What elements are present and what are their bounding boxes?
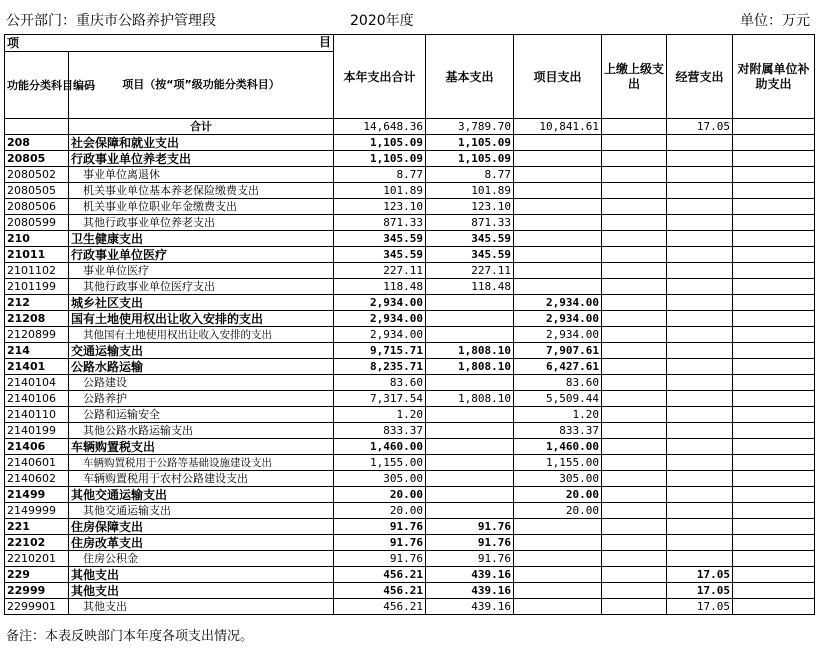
row-basic: 1,808.10 [426,343,514,359]
row-subsidy [733,167,815,183]
row-code: 2120899 [5,327,69,343]
row-business [667,551,733,567]
row-code: 22102 [5,535,69,551]
row-total: 20.00 [334,503,426,519]
table-row [5,519,815,535]
col-project-header: 项目支出 [514,35,602,119]
row-basic [426,455,514,471]
row-project [514,583,602,599]
table-row [5,567,815,583]
row-subsidy [733,199,815,215]
row-basic [426,487,514,503]
row-basic: 439.16 [426,567,514,583]
row-project: 305.00 [514,471,602,487]
table-row [5,535,815,551]
row-code: 2140104 [5,375,69,391]
row-total: 2,934.00 [334,327,426,343]
row-basic: 91.76 [426,535,514,551]
row-subsidy [733,327,815,343]
row-upper [602,231,667,247]
row-upper [602,583,667,599]
total-basic: 3,789.70 [426,119,514,135]
row-subsidy [733,263,815,279]
row-code: 21401 [5,359,69,375]
total-total: 14,648.36 [334,119,426,135]
row-total: 345.59 [334,231,426,247]
table-row [5,391,815,407]
row-upper [602,151,667,167]
row-project [514,247,602,263]
row-subsidy [733,311,815,327]
row-upper [602,487,667,503]
row-total: 91.76 [334,535,426,551]
unit-label: 单位：万元 [740,13,810,29]
row-basic: 227.11 [426,263,514,279]
row-basic [426,471,514,487]
row-basic: 118.48 [426,279,514,295]
row-total: 1,105.09 [334,135,426,151]
row-basic [426,503,514,519]
row-code: 2080505 [5,183,69,199]
row-code: 2080599 [5,215,69,231]
row-project [514,279,602,295]
table-row [5,247,815,263]
row-code: 2299901 [5,599,69,615]
row-name: 其他支出 [69,599,334,615]
row-name: 交通运输支出 [69,343,334,359]
report-header [6,10,814,28]
row-total: 118.48 [334,279,426,295]
row-basic: 345.59 [426,247,514,263]
row-upper [602,295,667,311]
table-row [5,359,815,375]
row-subsidy [733,487,815,503]
row-name: 事业单位离退休 [69,167,334,183]
row-code: 20805 [5,151,69,167]
row-project [514,167,602,183]
row-code: 2140110 [5,407,69,423]
row-upper [602,279,667,295]
row-name: 社会保障和就业支出 [69,135,334,151]
row-business [667,135,733,151]
row-business [667,375,733,391]
row-code: 2149999 [5,503,69,519]
row-upper [602,391,667,407]
row-total: 2,934.00 [334,295,426,311]
row-total: 1.20 [334,407,426,423]
row-upper [602,519,667,535]
xiang-label: 项 [7,36,20,50]
row-code: 21406 [5,439,69,455]
row-upper [602,503,667,519]
row-total: 2,934.00 [334,311,426,327]
row-subsidy [733,231,815,247]
row-code: 2140199 [5,423,69,439]
table-row [5,599,815,615]
table-row [5,295,815,311]
table-row [5,151,815,167]
col-total-header: 本年支出合计 [334,35,426,119]
mu-label: 目 [319,35,332,49]
row-code: 2080502 [5,167,69,183]
row-project [514,599,602,615]
row-total: 456.21 [334,599,426,615]
row-upper [602,247,667,263]
row-business [667,391,733,407]
row-subsidy [733,247,815,263]
row-subsidy [733,599,815,615]
row-basic [426,423,514,439]
row-code: 2210201 [5,551,69,567]
row-business: 17.05 [667,599,733,615]
row-name: 公路和运输安全 [69,407,334,423]
total-code-cell [5,119,69,135]
row-upper [602,455,667,471]
year-label: 2020年度 [350,13,414,29]
row-name: 行政事业单位医疗 [69,247,334,263]
row-business [667,439,733,455]
row-name: 事业单位医疗 [69,263,334,279]
row-subsidy [733,407,815,423]
row-upper [602,407,667,423]
row-basic: 439.16 [426,599,514,615]
row-business [667,263,733,279]
row-business [667,423,733,439]
col-basic-header: 基本支出 [426,35,514,119]
row-project [514,231,602,247]
row-upper [602,439,667,455]
row-subsidy [733,375,815,391]
row-upper [602,471,667,487]
table-row [5,375,815,391]
row-business [667,407,733,423]
row-subsidy [733,391,815,407]
row-total: 123.10 [334,199,426,215]
row-business [667,231,733,247]
row-name: 其他支出 [69,567,334,583]
expenditure-table [4,34,815,615]
row-project: 83.60 [514,375,602,391]
row-basic: 101.89 [426,183,514,199]
row-total: 91.76 [334,551,426,567]
row-basic: 1,808.10 [426,391,514,407]
row-name: 公路养护 [69,391,334,407]
row-subsidy [733,583,815,599]
row-total: 871.33 [334,215,426,231]
total-row [5,119,815,135]
row-total: 227.11 [334,263,426,279]
row-business [667,327,733,343]
xiang-mu-cell [5,35,334,52]
row-basic [426,327,514,343]
row-name: 公路水路运输 [69,359,334,375]
row-code: 2101199 [5,279,69,295]
row-project [514,535,602,551]
col-business-header: 经营支出 [667,35,733,119]
row-project [514,135,602,151]
row-project [514,519,602,535]
table-row [5,407,815,423]
row-basic: 91.76 [426,551,514,567]
total-business: 17.05 [667,119,733,135]
row-upper [602,551,667,567]
table-row [5,135,815,151]
row-upper [602,135,667,151]
row-basic: 439.16 [426,583,514,599]
row-upper [602,535,667,551]
table-row [5,311,815,327]
table-row [5,583,815,599]
row-subsidy [733,215,815,231]
row-name: 行政事业单位养老支出 [69,151,334,167]
table-row [5,471,815,487]
row-business [667,503,733,519]
table-row [5,439,815,455]
row-business [667,487,733,503]
row-total: 1,460.00 [334,439,426,455]
row-total: 1,105.09 [334,151,426,167]
row-basic: 1,105.09 [426,151,514,167]
table-row [5,551,815,567]
row-total: 101.89 [334,183,426,199]
row-code: 21499 [5,487,69,503]
row-name: 车辆购置税用于公路等基础设施建设支出 [69,455,334,471]
row-code: 21208 [5,311,69,327]
row-code: 2101102 [5,263,69,279]
row-project: 2,934.00 [514,295,602,311]
table-row [5,327,815,343]
row-name: 卫生健康支出 [69,231,334,247]
row-code: 21011 [5,247,69,263]
row-upper [602,567,667,583]
row-subsidy [733,343,815,359]
row-business [667,471,733,487]
row-name: 机关事业单位基本养老保险缴费支出 [69,183,334,199]
row-business [667,167,733,183]
row-project [514,183,602,199]
row-code: 221 [5,519,69,535]
table-row [5,343,815,359]
row-name: 其他国有土地使用权出让收入安排的支出 [69,327,334,343]
row-name: 其他交通运输支出 [69,487,334,503]
table-row [5,279,815,295]
table-row [5,423,815,439]
table-row [5,487,815,503]
total-project: 10,841.61 [514,119,602,135]
row-code: 212 [5,295,69,311]
row-total: 833.37 [334,423,426,439]
row-subsidy [733,551,815,567]
row-project [514,551,602,567]
row-subsidy [733,535,815,551]
row-upper [602,263,667,279]
row-project [514,199,602,215]
row-total: 91.76 [334,519,426,535]
row-business [667,535,733,551]
row-subsidy [733,503,815,519]
row-project: 2,934.00 [514,327,602,343]
row-business [667,295,733,311]
row-business [667,183,733,199]
row-upper [602,167,667,183]
row-upper [602,599,667,615]
row-upper [602,343,667,359]
row-project: 1,155.00 [514,455,602,471]
row-basic: 8.77 [426,167,514,183]
row-basic [426,439,514,455]
row-subsidy [733,455,815,471]
row-name: 城乡社区支出 [69,295,334,311]
row-code: 2140106 [5,391,69,407]
row-project: 20.00 [514,503,602,519]
row-total: 345.59 [334,247,426,263]
row-subsidy [733,359,815,375]
row-code: 210 [5,231,69,247]
row-name: 其他支出 [69,583,334,599]
row-upper [602,215,667,231]
row-business [667,311,733,327]
row-name: 住房保障支出 [69,519,334,535]
row-subsidy [733,439,815,455]
row-upper [602,183,667,199]
table-row [5,455,815,471]
table-row [5,167,815,183]
row-total: 1,155.00 [334,455,426,471]
row-basic: 1,105.09 [426,135,514,151]
row-basic: 91.76 [426,519,514,535]
row-project: 5,509.44 [514,391,602,407]
row-basic [426,311,514,327]
row-basic: 1,808.10 [426,359,514,375]
total-label: 合计 [69,119,334,135]
row-subsidy [733,471,815,487]
row-code: 22999 [5,583,69,599]
row-business [667,151,733,167]
row-code: 208 [5,135,69,151]
row-business [667,215,733,231]
row-subsidy [733,567,815,583]
row-total: 456.21 [334,583,426,599]
table-row [5,183,815,199]
row-business [667,247,733,263]
row-name: 其他交通运输支出 [69,503,334,519]
total-upper [602,119,667,135]
row-basic [426,375,514,391]
row-code: 229 [5,567,69,583]
row-project: 6,427.61 [514,359,602,375]
row-project: 1.20 [514,407,602,423]
row-total: 305.00 [334,471,426,487]
row-name: 机关事业单位职业年金缴费支出 [69,199,334,215]
row-name: 国有土地使用权出让收入安排的支出 [69,311,334,327]
row-business [667,359,733,375]
row-name: 车辆购置税支出 [69,439,334,455]
row-basic [426,407,514,423]
row-business [667,343,733,359]
row-upper [602,327,667,343]
row-basic: 345.59 [426,231,514,247]
row-subsidy [733,135,815,151]
row-project [514,151,602,167]
total-subsidy [733,119,815,135]
row-project: 20.00 [514,487,602,503]
row-business [667,455,733,471]
row-subsidy [733,279,815,295]
col-name-header: 项目（按“项”级功能分类科目） [69,52,334,119]
row-subsidy [733,151,815,167]
row-subsidy [733,183,815,199]
row-business: 17.05 [667,567,733,583]
row-project: 833.37 [514,423,602,439]
department-label: 公开部门：重庆市公路养护管理段 [6,13,216,29]
table-row [5,199,815,215]
row-code: 214 [5,343,69,359]
row-total: 9,715.71 [334,343,426,359]
row-name: 其他行政事业单位医疗支出 [69,279,334,295]
row-total: 8.77 [334,167,426,183]
row-name: 车辆购置税用于农村公路建设支出 [69,471,334,487]
row-code: 2140602 [5,471,69,487]
row-name: 公路建设 [69,375,334,391]
row-code: 2080506 [5,199,69,215]
row-basic [426,295,514,311]
table-row [5,215,815,231]
row-total: 456.21 [334,567,426,583]
row-total: 83.60 [334,375,426,391]
row-name: 住房改革支出 [69,535,334,551]
row-total: 7,317.54 [334,391,426,407]
row-subsidy [733,423,815,439]
footnote: 备注：本表反映部门本年度各项支出情况。 [6,629,254,644]
row-project [514,263,602,279]
row-business: 17.05 [667,583,733,599]
col-code-header: 功能分类科目编码 [5,52,69,119]
row-upper [602,199,667,215]
table-row [5,503,815,519]
row-project: 2,934.00 [514,311,602,327]
row-project: 7,907.61 [514,343,602,359]
row-business [667,519,733,535]
row-code: 2140601 [5,455,69,471]
row-basic: 123.10 [426,199,514,215]
table-row [5,263,815,279]
row-upper [602,311,667,327]
row-subsidy [733,295,815,311]
row-total: 8,235.71 [334,359,426,375]
row-business [667,199,733,215]
row-basic: 871.33 [426,215,514,231]
col-subsidy-header: 对附属单位补助支出 [733,35,815,119]
row-name: 其他公路水路运输支出 [69,423,334,439]
row-upper [602,423,667,439]
table-row [5,231,815,247]
row-name: 住房公积金 [69,551,334,567]
col-upper-header: 上缴上级支出 [602,35,667,119]
row-project [514,567,602,583]
row-business [667,279,733,295]
row-project: 1,460.00 [514,439,602,455]
row-upper [602,359,667,375]
xiang-mu-row [5,35,815,52]
row-project [514,215,602,231]
row-name: 其他行政事业单位养老支出 [69,215,334,231]
row-total: 20.00 [334,487,426,503]
row-upper [602,375,667,391]
row-subsidy [733,519,815,535]
